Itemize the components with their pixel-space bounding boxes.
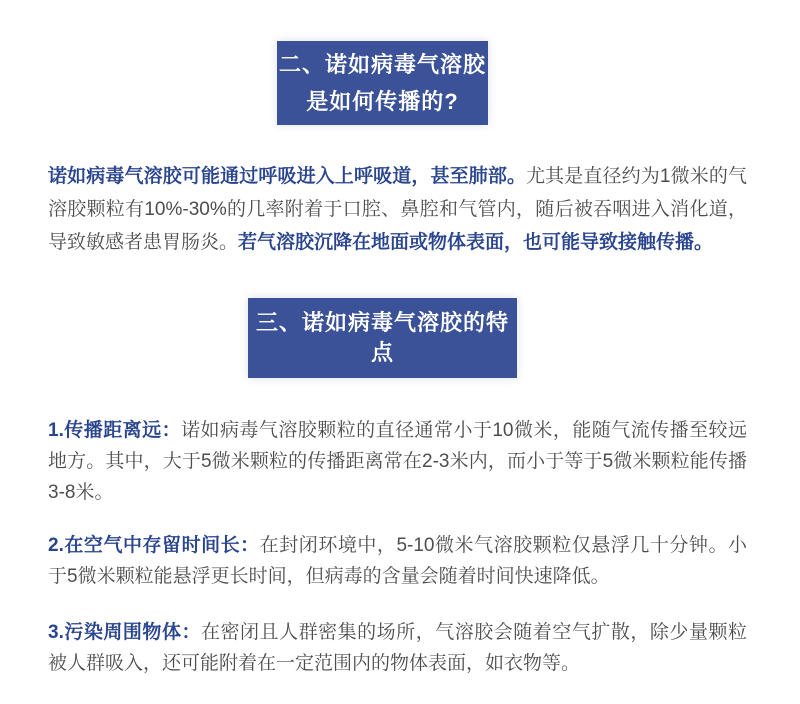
feature-point-3 — [48, 617, 747, 679]
feature-point-1-label: 1.传播距离远： — [48, 420, 182, 441]
article-page — [0, 41, 765, 679]
section-2-paragraph — [48, 160, 747, 259]
section-3-heading-box — [248, 298, 517, 378]
section-2-paragraph-body: 尤其是直径约为1微米的气溶胶颗粒有10%-30%的几率附着于口腔、鼻腔和气管内，随后被吞咽进入消化道，导致敏感者患胃肠炎。 — [48, 166, 747, 253]
section-2-heading-line2: 是如何传播的? — [306, 89, 459, 114]
feature-point-2 — [48, 530, 747, 592]
feature-point-1 — [48, 415, 747, 508]
section-2-paragraph-lead: 诺如病毒气溶胶可能通过呼吸进入上呼吸道，甚至肺部。 — [48, 166, 527, 187]
section-2-heading-box — [277, 41, 488, 125]
section-3-heading-text: 三、诺如病毒气溶胶的特点 — [255, 310, 509, 365]
feature-point-3-label: 3.污染周围物体： — [48, 622, 201, 643]
feature-point-2-label: 2.在空气中存留时间长： — [48, 535, 260, 556]
feature-point-1-text: 诺如病毒气溶胶颗粒的直径通常小于10微米，能随气流传播至较远地方。其中，大于5微米颗粒的传播距离常在2-3米内，而小于等于5微米颗粒能传播3-8米。 — [48, 420, 747, 503]
feature-point-2-text: 在封闭环境中，5-10微米气溶胶颗粒仅悬浮几十分钟。小于5微米颗粒能悬浮更长时间，但病毒的含量会随着时间快速降低。 — [48, 535, 747, 587]
section-2-paragraph-tail: 若气溶胶沉降在地面或物体表面，也可能导致接触传播。 — [238, 232, 714, 253]
section-2-heading-line1: 二、诺如病毒气溶胶 — [278, 52, 486, 77]
feature-point-3-text: 在密闭且人群密集的场所，气溶胶会随着空气扩散，除少量颗粒被人群吸入，还可能附着在一定范围内的物体表面，如衣物等。 — [48, 622, 747, 674]
